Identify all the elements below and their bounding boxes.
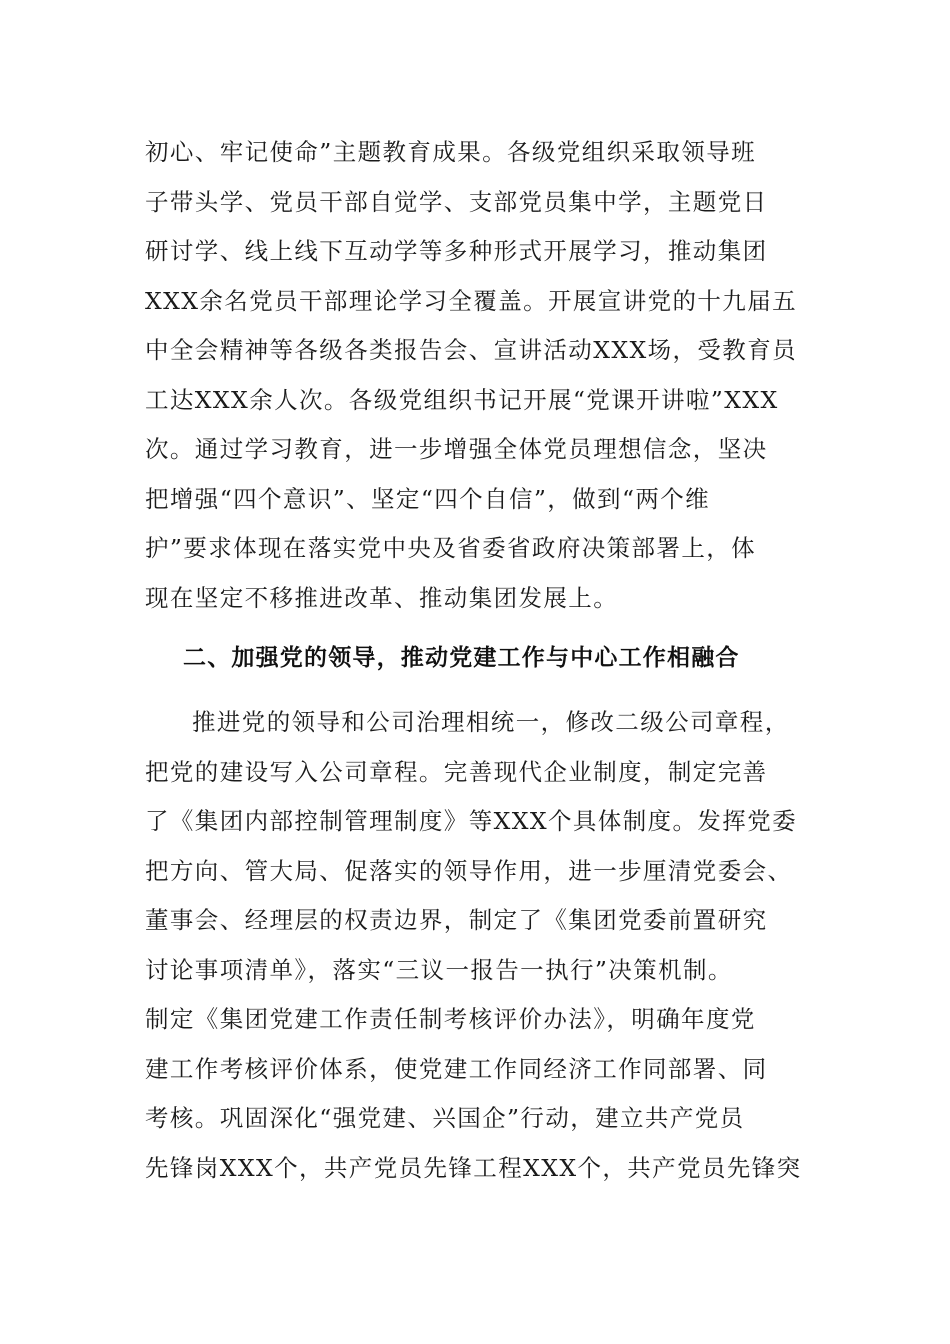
paragraph-line: 把党的建设写入公司章程。完善现代企业制度，制定完善 xyxy=(145,757,768,786)
section-heading: 二、加强党的领导，推动党建工作与中心工作相融合 xyxy=(183,645,740,671)
paragraph-line: 子带头学、党员干部自觉学、支部党员集中学，主题党日 xyxy=(145,187,768,216)
paragraph-line: 工达XXX余人次。各级党组织书记开展“党课开讲啦”XXX xyxy=(145,385,779,414)
paragraph-line: 研讨学、线上线下互动学等多种形式开展学习，推动集团 xyxy=(145,237,768,265)
paragraph-line: 制定《集团党建工作责任制考核评价办法》，明确年度党 xyxy=(145,1005,756,1033)
paragraph-line: XXX余名党员干部理论学习全覆盖。开展宣讲党的十九届五 xyxy=(145,286,797,315)
paragraph-line: 了《集团内部控制管理制度》等XXX个具体制度。发挥党委 xyxy=(145,807,797,835)
paragraph-line: 把方向、管大局、促落实的领导作用，进一步厘清党委会、 xyxy=(145,856,793,885)
paragraph-line: 中全会精神等各级各类报告会、宣讲活动XXX场，受教育员 xyxy=(145,336,797,364)
paragraph-line: 护”要求体现在落实党中央及省委省政府决策部署上，体 xyxy=(145,534,757,562)
paragraph-2 xyxy=(145,698,810,1193)
spacer xyxy=(145,684,810,698)
paragraph-line: 董事会、经理层的权责边界，制定了《集团党委前置研究 xyxy=(145,906,768,934)
paragraph-first-line: 推进党的领导和公司治理相统一，修改二级公司章程， xyxy=(192,708,790,736)
paragraph-line: 考核。巩固深化“强党建、兴国企”行动，建立共产党员 xyxy=(145,1104,745,1132)
document-body xyxy=(145,128,810,1193)
paragraph-line: 把增强“四个意识”、坚定“四个自信”，做到“两个维 xyxy=(145,484,711,513)
paragraph-line: 现在坚定不移推进改革、推动集团发展上。 xyxy=(145,583,619,612)
paragraph-line: 讨论事项清单》，落实“三议一报告一执行”决策机制。 xyxy=(145,955,733,984)
spacer xyxy=(145,623,810,632)
paragraph-1 xyxy=(145,128,810,623)
paragraph-line: 次。通过学习教育，进一步增强全体党员理想信念，坚决 xyxy=(145,435,768,463)
paragraph-line: 初心、牢记使命”主题教育成果。各级党组织采取领导班 xyxy=(145,138,757,166)
paragraph-line: 建工作考核评价体系，使党建工作同经济工作同部署、同 xyxy=(145,1054,768,1083)
paragraph-line: 先锋岗XXX个，共产党员先锋工程XXX个，共产党员先锋突 xyxy=(145,1153,802,1182)
